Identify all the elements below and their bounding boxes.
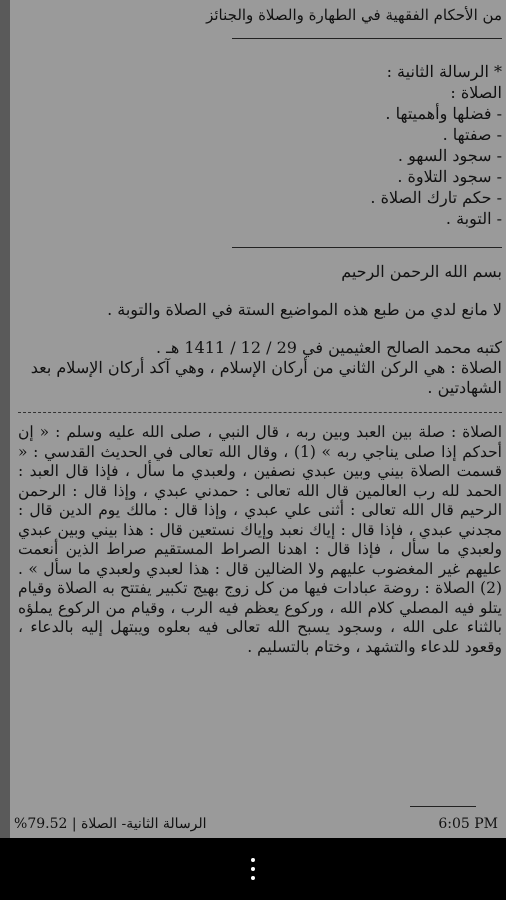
toc-line: - التوبة . — [445, 209, 502, 228]
toc-line: * الرسالة الثانية : — [386, 62, 502, 81]
toc-line: - سجود التلاوة . — [397, 167, 502, 186]
toc-line: الصلاة : — [450, 83, 502, 102]
overflow-menu-icon[interactable] — [244, 854, 262, 884]
reader-footer — [10, 804, 506, 838]
basmala: بسم الله الرحمن الرحيم — [341, 262, 502, 281]
toc-line: - صفتها . — [442, 125, 502, 144]
author-signature: كتبه محمد الصالح العثيمين في 29 / 12 / 1411 هـ . — [156, 338, 502, 357]
toc-line: - فضلها وأهميتها . — [385, 104, 502, 123]
toc-line: - حكم تارك الصلاة . — [370, 188, 502, 207]
permission-note: لا مانع لدي من طبع هذه المواضيع الستة في الصلاة والتوبة . — [107, 300, 502, 319]
title-divider — [232, 38, 502, 39]
footer-rule — [410, 806, 476, 807]
clock-time: 6:05 PM — [438, 816, 498, 832]
book-title: من الأحكام الفقهية في الطهارة والصلاة والجنائز — [206, 6, 502, 24]
navigation-bar — [0, 838, 506, 900]
prayer-definition: الصلاة : هي الركن الثاني من أركان الإسلام ، وهي آكد أركان الإسلام بعد الشهادتين . — [30, 358, 502, 397]
table-of-contents — [18, 61, 502, 229]
body-paragraph: الصلاة : صلة بين العبد وبين ربه ، قال النبي ، صلى الله عليه وسلم : « إن أحدكم إذا صلى يناجي ربه » (1) ، وقال الله تعالى في الحديث القدسي : « قسمت الصلاة بيني وبين عبدي نصفين ، ولعبدي ما سأل ، فإذا قال العبد : الحمد لله رب العالمين قال الله تعالى : حمدني عبدي ، وإذا قال : الرحمن الرحيم قال الله تعالى : أثنى علي عبدي ، وإذا قال : مالك يوم الدين قال : مجدني عبدي ، فإذا قال : إياك نعبد وإياك نستعين قال : هذا بيني وبين عبدي ولعبدي ما سأل ، فإذا قال : اهدنا الصراط المستقيم صراط الذين أنعمت عليهم غير المغضوب عليهم ولا الضالين قال : هذا لعبدي ولعبدي ما سأل » . (2) الصلاة : روضة عبادات فيها من كل زوج بهيج تكبير يفتتح به الصلاة وقيام يتلو فيه المصلي كلام الله ، وركوع يعظم فيه الرب ، وقيام من الركوع يملؤه بالثناء على الله ، وسجود يسبح الله تعالى فيه بعلوه ويبتهل إليه بالدعاء ، وقعود للدعاء والتشهد ، وختام بالتسليم . — [18, 423, 502, 656]
page-edge — [0, 0, 10, 838]
section-divider — [232, 247, 502, 248]
toc-line: - سجود السهو . — [397, 146, 502, 165]
chapter-progress: الرسالة الثانية- الصلاة | 79.52% — [14, 816, 207, 832]
page-content — [10, 0, 506, 804]
dashed-divider — [18, 412, 502, 413]
